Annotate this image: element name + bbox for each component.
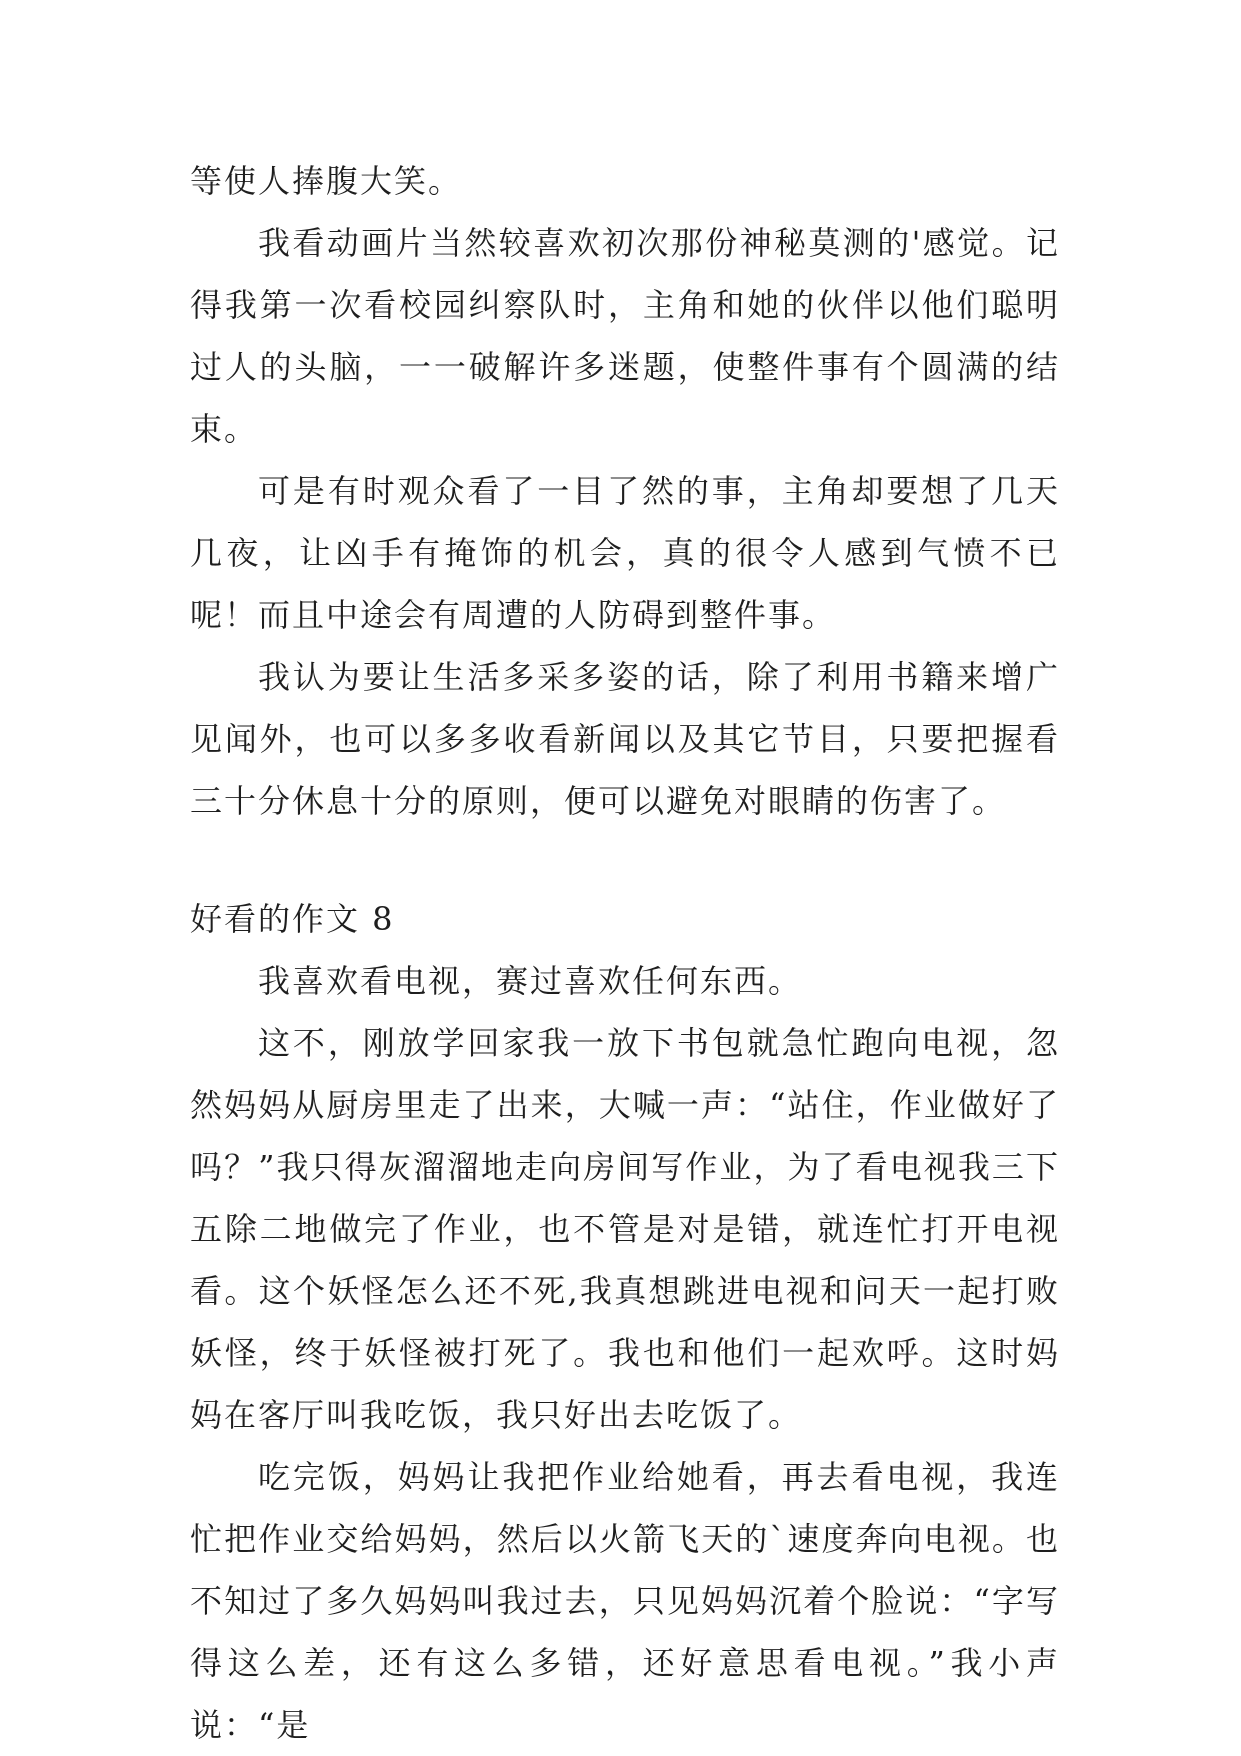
- paragraph: 可是有时观众看了一目了然的事，主角却要想了几天几夜，让凶手有掩饰的机会，真的很令人感到气愤不已呢！而且中途会有周遭的人防碍到整件事。: [190, 472, 1060, 634]
- paragraph: 我看动画片当然较喜欢初次那份神秘莫测的'感觉。记得我第一次看校园纠察队时，主角和她的伙伴以他们聪明过人的头脑，一一破解许多迷题，使整件事有个圆满的结束。: [190, 224, 1060, 448]
- paragraph: 这不，刚放学回家我一放下书包就急忙跑向电视，忽然妈妈从厨房里走了出来，大喊一声：“站住，作业做好了吗？”我只得灰溜溜地走向房间写作业，为了看电视我三下五除二地做完了作业，也不管是对是错，就连忙打开电视看。这个妖怪怎么还不死,我真想跳进电视和问天一起打败妖怪，终于妖怪被打死了。我也和他们一起欢呼。这时妈妈在客厅叫我吃饭，我只好出去吃饭了。: [190, 1024, 1060, 1434]
- paragraph-continuation: 等使人捧腹大笑。: [190, 162, 463, 200]
- paragraph: 吃完饭，妈妈让我把作业给她看，再去看电视，我连忙把作业交给妈妈，然后以火箭飞天的`速度奔向电视。也不知过了多久妈妈叫我过去，只见妈妈沉着个脸说：“字写得这么差，还有这么多错，还好意思看电视。”我小声说：“是: [190, 1458, 1060, 1744]
- paragraph: 我喜欢看电视，赛过喜欢任何东西。: [258, 962, 803, 1000]
- document-body: [190, 150, 1060, 1756]
- section-heading: 好看的作文 8: [190, 900, 395, 938]
- paragraph: 我认为要让生活多采多姿的话，除了利用书籍来增广见闻外，也可以多多收看新闻以及其它节目，只要把握看三十分休息十分的原则，便可以避免对眼睛的伤害了。: [190, 658, 1060, 820]
